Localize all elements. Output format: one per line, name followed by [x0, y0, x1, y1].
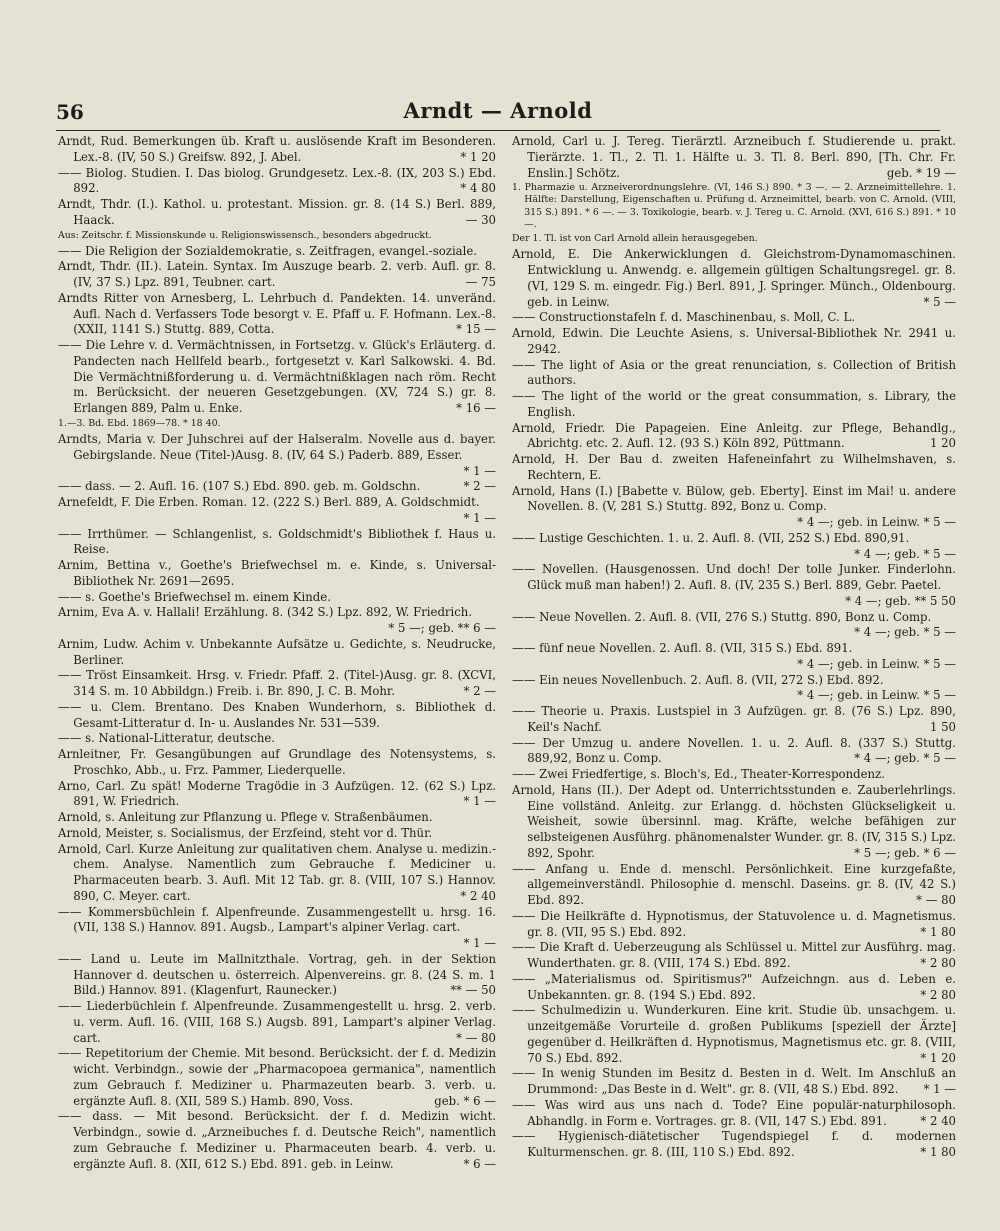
- entry-price: * 1 —: [463, 794, 496, 809]
- entry-text: —— The light of Asia or the great renunciation, s. Collection of British authors.: [512, 357, 956, 388]
- entry-text: —— The light of the world or the great consummation, s. Library, the English.: [512, 389, 956, 419]
- catalog-entry: [58, 259, 496, 291]
- catalog-entry: [512, 972, 956, 1004]
- entry-price: * 15 —: [456, 322, 496, 337]
- catalog-entry: [58, 779, 496, 811]
- entry-price: * 5 —; geb. ** 6 —: [388, 621, 496, 636]
- entry-price: ** — 50: [450, 983, 496, 998]
- catalog-entry: [58, 637, 496, 669]
- entry-text: —— s. National-Litteratur, deutsche.: [58, 731, 276, 746]
- entry-price: — 75: [465, 275, 496, 290]
- entry-text: —— Irrthümer. — Schlangenlist, s. Goldschmidt's Bibliothek f. Haus u. Reise.: [58, 526, 496, 557]
- entry-price: 1 20: [929, 436, 956, 451]
- catalog-entry: [58, 731, 496, 747]
- entry-price: — 30: [465, 212, 496, 227]
- entry-price: * 16 —: [456, 401, 496, 416]
- catalog-entry: [58, 826, 496, 842]
- entry-price: * 4 —; geb. * 5 —: [854, 625, 956, 640]
- catalog-entry: [512, 134, 956, 181]
- catalog-entry: [58, 842, 496, 905]
- entry-price: geb. * 19 —: [886, 165, 956, 180]
- entry-text: —— s. Goethe's Briefwechsel m. einem Kinde.: [58, 589, 331, 604]
- entry-text: Arnold, Carl. Kurze Anleitung zur qualitativen chem. Analyse u. medizin.-chem. Analyse. Namentlich zum Gebrauche f. Mediciner u. Pharmaceuten bearb. 3. Aufl. Mit 12 Tab. gr. 8. (VIII, 107 S.) Hannov. 890, C. Meyer. cart.: [58, 841, 496, 903]
- running-head: Arndt — Arnold: [403, 98, 593, 123]
- entry-text: Arnefeldt, F. Die Erben. Roman. 12. (222 S.) Berl. 889, A. Goldschmidt.: [58, 495, 480, 510]
- entry-text: Arnleitner, Fr. Gesangübungen auf Grundlage des Notensystems, s. Proschko, Abb., u. Frz. Pammer, Liederquelle.: [58, 747, 496, 777]
- catalog-entry: [58, 197, 496, 229]
- catalog-entry: [58, 952, 496, 999]
- entry-price: * 1 —: [463, 510, 496, 525]
- catalog-entry: [512, 610, 956, 642]
- entry-text: Arnold, Meister, s. Socialismus, der Erzfeind, steht vor d. Thür.: [58, 825, 433, 840]
- entry-price: 1 50: [929, 719, 956, 734]
- catalog-entry: [58, 134, 496, 166]
- entry-text: Arnim, Ludw. Achim v. Unbekannte Aufsätze u. Gedichte, s. Neudrucke, Berliner.: [58, 636, 496, 667]
- catalog-entry: [58, 338, 496, 417]
- entry-price: * 2 —: [463, 684, 496, 699]
- entry-price: * 1 80: [920, 1145, 956, 1160]
- entry-price: * 5 —: [923, 294, 956, 309]
- entry-text: —— Hygienisch-diätetischer Tugendspiegel f. d. modernen Kulturmenschen. gr. 8. (III, 110 S.) Ebd. 892.: [512, 1129, 956, 1160]
- catalog-entry: [512, 1003, 956, 1066]
- catalog-entry: [512, 310, 956, 326]
- catalog-entry: [58, 1046, 496, 1109]
- catalog-entry: [512, 247, 956, 310]
- entry-text: Arndt, Thdr. (II.). Latein. Syntax. Im Auszuge bearb. 2. verb. Aufl. gr. 8. (IV, 37 S.) Lpz. 891, Teubner. cart.: [58, 259, 496, 290]
- catalog-entry: [512, 940, 956, 972]
- entry-text: Arnold, Edwin. Die Leuchte Asiens, s. Universal-Bibliothek Nr. 2941 u. 2942.: [512, 326, 956, 356]
- entry-text: —— Die Religion der Sozialdemokratie, s. Zeitfragen, evangel.-soziale.: [58, 243, 478, 258]
- entry-text: Arnold, s. Anleitung zur Pflanzung u. Pflege v. Straßenbäumen.: [58, 810, 433, 825]
- entry-price: * 4 —; geb. ** 5 50: [845, 593, 956, 608]
- entry-text: —— Theorie u. Praxis. Lustspiel in 3 Aufzügen. gr. 8. (76 S.) Lpz. 890, Keil's Nachf.: [512, 704, 956, 734]
- catalog-entry: [58, 432, 496, 479]
- catalog-entry: [512, 673, 956, 705]
- catalog-entry: [58, 747, 496, 779]
- entry-text: —— Was wird aus uns nach d. Tode? Eine populär-naturphilosoph. Abhandlg. in Form e. Vortrages. gr. 8. (VII, 147 S.) Ebd. 891.: [512, 1097, 956, 1128]
- entry-price: * 2 80: [920, 987, 956, 1002]
- entry-note: [512, 182, 956, 231]
- entry-text: —— Liederbüchlein f. Alpenfreunde. Zusammengestellt u. hrsg. 2. verb. u. verm. Aufl. 16. (VIII, 168 S.) Augsb. 891, Lampart's alpiner Verlag. cart.: [58, 999, 496, 1045]
- catalog-entry: [58, 700, 496, 732]
- entry-price: * 4 —; geb. in Leinw. * 5 —: [797, 688, 956, 703]
- catalog-entry: [58, 166, 496, 198]
- catalog-entry: [512, 389, 956, 421]
- entry-text: —— Tröst Einsamkeit. Hrsg. v. Friedr. Pfaff. 2. (Titel-)Ausg. gr. 8. (XCVI, 314 S. m. 10 Abbildgn.) Freib. i. Br. 890, J. C. B. Mohr.: [58, 668, 496, 699]
- catalog-entry: [512, 562, 956, 609]
- entry-price: * 1 —: [463, 936, 496, 951]
- catalog-entry: [58, 999, 496, 1046]
- page-number: 56: [56, 100, 84, 124]
- entry-price: * 1 —: [923, 1082, 956, 1097]
- entry-text: —— „Materialismus od. Spiritismus?" Aufzeichngn. aus d. Leben e. Unbekannten. gr. 8. (194 S.) Ebd. 892.: [512, 971, 956, 1002]
- catalog-entry: [512, 736, 956, 768]
- catalog-entry: [58, 479, 496, 495]
- catalog-entry: [512, 641, 956, 673]
- entry-text: —— Land u. Leute im Mallnitzthale. Vortrag, geh. in der Sektion Hannover d. deutschen u. österreich. Alpenvereins. gr. 8. (24 S. m. 1 Bild.) Hannov. 891. (Klagenfurt, Raunecker.): [58, 951, 496, 998]
- entry-text: Arndt, Rud. Bemerkungen üb. Kraft u. auslösende Kraft im Besonderen. Lex.-8. (IV, 50 S.) Greifsw. 892, J. Abel.: [58, 134, 496, 164]
- entry-price: * 4 —; geb. in Leinw. * 5 —: [797, 656, 956, 671]
- catalog-entry: [512, 452, 956, 484]
- catalog-entry: [512, 484, 956, 531]
- catalog-entry: [512, 326, 956, 358]
- entry-text: —— Ein neues Novellenbuch. 2. Aufl. 8. (VII, 272 S.) Ebd. 892.: [512, 672, 884, 687]
- entry-text: —— dass. — 2. Aufl. 16. (107 S.) Ebd. 890. geb. m. Goldschn.: [58, 479, 421, 494]
- catalog-entry: [58, 810, 496, 826]
- entry-text: Arndts, Maria v. Der Juhschrei auf der Halseralm. Novelle aus d. bayer. Gebirgslande. Neue (Titel-)Ausg. 8. (IV, 64 S.) Paderb. 889, Esser.: [58, 432, 496, 462]
- entry-text: —— Die Lehre v. d. Vermächtnissen, in Fortsetzg. v. Glück's Erläuterg. d. Pandecten nach Hellfeld bearb., fortgesetzt v. Karl Salkowski. 4. Bd. Die Vermächtnißforderung u. d. Vermächtnißklagen nach röm. Recht m. Berücksicht. der neueren Gesetzgebungen. (XV, 724 S.) gr. 8. Erlangen 889, Palm u. Enke.: [58, 338, 496, 416]
- entry-price: * 1 —: [463, 463, 496, 478]
- entry-price: * 4 —; geb. in Leinw. * 5 —: [797, 515, 956, 530]
- entry-note: [58, 418, 496, 430]
- entry-text: Arno, Carl. Zu spät! Moderne Tragödie in 3 Aufzügen. 12. (62 S.) Lpz. 891, W. Friedrich.: [58, 778, 496, 809]
- entry-text: Arnold, Carl u. J. Tereg. Tierärztl. Arzneibuch f. Studierende u. prakt. Tierärzte. 1. Tl., 2. Tl. 1. Hälfte u. 3. Tl. 8. Berl. 890, [Th. Chr. Fr. Enslin.] Schötz.: [512, 134, 956, 180]
- left-column: [58, 134, 496, 1172]
- entry-text: —— Kommersbüchlein f. Alpenfreunde. Zusammengestellt u. hrsg. 16. (VII, 138 S.) Hannov. 891. Augsb., Lampart's alpiner Verlag. cart.: [58, 904, 496, 935]
- entry-text: Arndt, Thdr. (I.). Kathol. u. protestant. Mission. gr. 8. (14 S.) Berl. 889, Haack.: [58, 197, 496, 227]
- catalog-entry: [58, 495, 496, 527]
- catalog-entry: [512, 767, 956, 783]
- entry-text: —— dass. — Mit besond. Berücksicht. der f. d. Medizin wicht. Verbindgn., sowie d. „Arzneibuches f. d. Deutsche Reich", namentlich zum Gebrauche f. Mediziner u. Pharmaceuten bearb. 4. verb. u. ergänzte Aufl. 8. (XII, 612 S.) Ebd. 891. geb. in Leinw.: [58, 1109, 496, 1171]
- entry-price: * — 80: [916, 893, 956, 908]
- entry-text: Arnold, Hans (II.). Der Adept od. Unterrichtsstunden e. Zauberlehrlings. Eine vollständ. Anleitg. zur Erlangg. d. höchsten Glückseligkeit u. Weisheit, sowie übersinnl. mag. Kräfte, welche befähigen zur selbsteigenen Ausführg. phänomenalster Wunder. gr. 8. (IV, 315 S.) Lpz. 892, Spohr.: [512, 782, 956, 860]
- entry-price: * 4 —; geb. * 5 —: [854, 751, 956, 766]
- entry-text: —— Constructionstafeln f. d. Maschinenbau, s. Moll, C. L.: [512, 310, 855, 325]
- catalog-entry: [512, 909, 956, 941]
- entry-text: Arnold, H. Der Bau d. zweiten Hafeneinfahrt zu Wilhelmshaven, s. Rechtern, E.: [512, 452, 956, 482]
- entry-price: * 1 20: [460, 149, 496, 164]
- entry-text: —— Die Kraft d. Ueberzeugung als Schlüssel u. Mittel zur Ausführg. mag. Wunderthaten. gr. 8. (VIII, 174 S.) Ebd. 892.: [512, 940, 956, 971]
- catalog-entry: [58, 590, 496, 606]
- entry-text: Arnim, Eva A. v. Hallali! Erzählung. 8. (342 S.) Lpz. 892, W. Friedrich.: [58, 605, 473, 620]
- entry-text: Der 1. Tl. ist von Carl Arnold allein herausgegeben.: [512, 233, 758, 245]
- catalog-entry: [58, 244, 496, 260]
- entry-text: Arnold, E. Die Ankerwicklungen d. Gleichstrom-Dynamomaschinen. Entwicklung u. Anwendg. e. allgemein gültigen Schaltungsregel. gr. 8. (VI, 129 S. m. eingedr. Fig.) Berl. 891, J. Springer. Münch., Oldenbourg. geb. in Leinw.: [512, 247, 956, 309]
- entry-text: —— Neue Novellen. 2. Aufl. 8. (VII, 276 S.) Stuttg. 890, Bonz u. Comp.: [512, 609, 932, 624]
- header-rule: [56, 130, 940, 131]
- catalog-entry: [58, 291, 496, 338]
- entry-price: * — 80: [456, 1030, 496, 1045]
- entry-note: [512, 233, 956, 245]
- entry-text: 1.—3. Bd. Ebd. 1869—78. * 18 40.: [58, 417, 221, 429]
- catalog-entry: [512, 421, 956, 453]
- entry-text: Arnold, Friedr. Die Papageien. Eine Anleitg. zur Pflege, Behandlg., Abrichtg. etc. 2. Aufl. 12. (93 S.) Köln 892, Püttmann.: [512, 420, 956, 451]
- right-column: [512, 134, 956, 1161]
- catalog-entry: [512, 1066, 956, 1098]
- catalog-entry: [512, 783, 956, 862]
- entry-price: * 2 —: [463, 479, 496, 494]
- entry-price: * 6 —: [463, 1156, 496, 1171]
- entry-price: * 2 80: [920, 956, 956, 971]
- entry-text: Arnim, Bettina v., Goethe's Briefwechsel m. e. Kinde, s. Universal-Bibliothek Nr. 2691—2695.: [58, 558, 496, 588]
- entry-price: * 4 —; geb. * 5 —: [854, 546, 956, 561]
- entry-text: Arnold, Hans (I.) [Babette v. Bülow, geb. Eberty]. Einst im Mai! u. andere Novellen. 8. (V, 281 S.) Stuttg. 892, Bonz u. Comp.: [512, 483, 956, 514]
- catalog-entry: [58, 905, 496, 952]
- catalog-entry: [58, 605, 496, 637]
- entry-price: * 1 20: [920, 1050, 956, 1065]
- entry-text: Arndts Ritter von Arnesberg, L. Lehrbuch d. Pandekten. 14. unveränd. Aufl. Nach d. Verfassers Tode besorgt v. E. Pfaff u. F. Hofmann. Lex.-8. (XXII, 1141 S.) Stuttg. 889, Cotta.: [58, 290, 496, 337]
- entry-text: 1. Pharmazie u. Arzneiverordnungslehre. (VI, 146 S.) 890. * 3 —. — 2. Arzneimittellehre. 1. Hälfte: Darstellung, Eigenschaften u. Prüfung d. Arzneimittel, bearb. von C. Arnold. (VIII, 315 S.) 891. * 6 —. — 3. Toxikologie, bearb. v. J. Tereg u. C. Arnold. (XVI, 616 S.) 891. * 10 —.: [512, 182, 956, 230]
- catalog-entry: [58, 668, 496, 700]
- catalog-entry: [512, 862, 956, 909]
- catalog-entry: [512, 358, 956, 390]
- entry-text: —— Die Heilkräfte d. Hypnotismus, der Statuvolence u. d. Magnetismus. gr. 8. (VII, 95 S.) Ebd. 892.: [512, 908, 956, 939]
- catalog-entry: [58, 527, 496, 559]
- entry-text: —— In wenig Stunden im Besitz d. Besten in d. Welt. Im Anschluß an Drummond: „Das Beste in d. Welt". gr. 8. (VII, 48 S.) Ebd. 892.: [512, 1066, 956, 1097]
- entry-text: —— Novellen. (Hausgenossen. Und doch! Der tolle Junker. Finderlohn. Glück muß man haben!) 2. Aufl. 8. (IV, 235 S.) Berl. 889, Gebr. Paetel.: [512, 562, 956, 593]
- entry-text: —— u. Clem. Brentano. Des Knaben Wunderhorn, s. Bibliothek d. Gesamt-Litteratur d. In- u. Auslandes Nr. 531—539.: [58, 699, 496, 730]
- entry-text: —— Repetitorium der Chemie. Mit besond. Berücksicht. der f. d. Medizin wicht. Verbindgn., sowie der „Pharmacopoea germanica", namentlich zum Gebrauch f. Mediziner u. Pharmazeuten bearb. 3. verb. u. ergänzte Aufl. 8. (XII, 589 S.) Hamb. 890, Voss.: [58, 1046, 496, 1108]
- catalog-entry: [58, 1109, 496, 1172]
- entry-text: —— Anfang u. Ende d. menschl. Persönlichkeit. Eine kurzgefaßte, allgemeinverständl. Philosophie d. menschl. Daseins. gr. 8. (IV, 42 S.) Ebd. 892.: [512, 861, 956, 908]
- entry-text: Aus: Zeitschr. f. Missionskunde u. Religionswissensch., besonders abgedruckt.: [58, 229, 432, 241]
- entry-note: [58, 230, 496, 242]
- page-header: [56, 96, 940, 132]
- entry-text: —— Der Umzug u. andere Novellen. 1. u. 2. Aufl. 8. (337 S.) Stuttg. 889,92, Bonz u. Comp.: [512, 735, 956, 766]
- catalog-entry: [512, 1098, 956, 1130]
- catalog-entry: [512, 1129, 956, 1161]
- entry-price: geb. * 6 —: [434, 1093, 496, 1108]
- entry-text: —— Zwei Friedfertige, s. Bloch's, Ed., Theater-Korrespondenz.: [512, 767, 885, 782]
- entry-price: * 4 80: [460, 181, 496, 196]
- entry-price: * 2 40: [920, 1113, 956, 1128]
- entry-price: * 5 —; geb. * 6 —: [854, 845, 956, 860]
- catalog-entry: [512, 531, 956, 563]
- catalog-entry: [512, 704, 956, 736]
- entry-text: —— fünf neue Novellen. 2. Aufl. 8. (VII, 315 S.) Ebd. 891.: [512, 641, 853, 656]
- entry-text: —— Biolog. Studien. I. Das biolog. Grundgesetz. Lex.-8. (IX, 203 S.) Ebd. 892.: [58, 165, 496, 196]
- entry-price: * 1 80: [920, 924, 956, 939]
- entry-price: * 2 40: [460, 888, 496, 903]
- catalog-entry: [58, 558, 496, 590]
- entry-text: —— Lustige Geschichten. 1. u. 2. Aufl. 8. (VII, 252 S.) Ebd. 890,91.: [512, 530, 910, 545]
- entry-text: —— Schulmedizin u. Wunderkuren. Eine krit. Studie üb. unsachgem. u. unzeitgemäße Vorurteile d. großen Publikums [speziell der Ärzte] gegenüber d. Heilkräften d. Hypnotismus, Magnetismus etc. gr. 8. (VIII, 70 S.) Ebd. 892.: [512, 1003, 956, 1065]
